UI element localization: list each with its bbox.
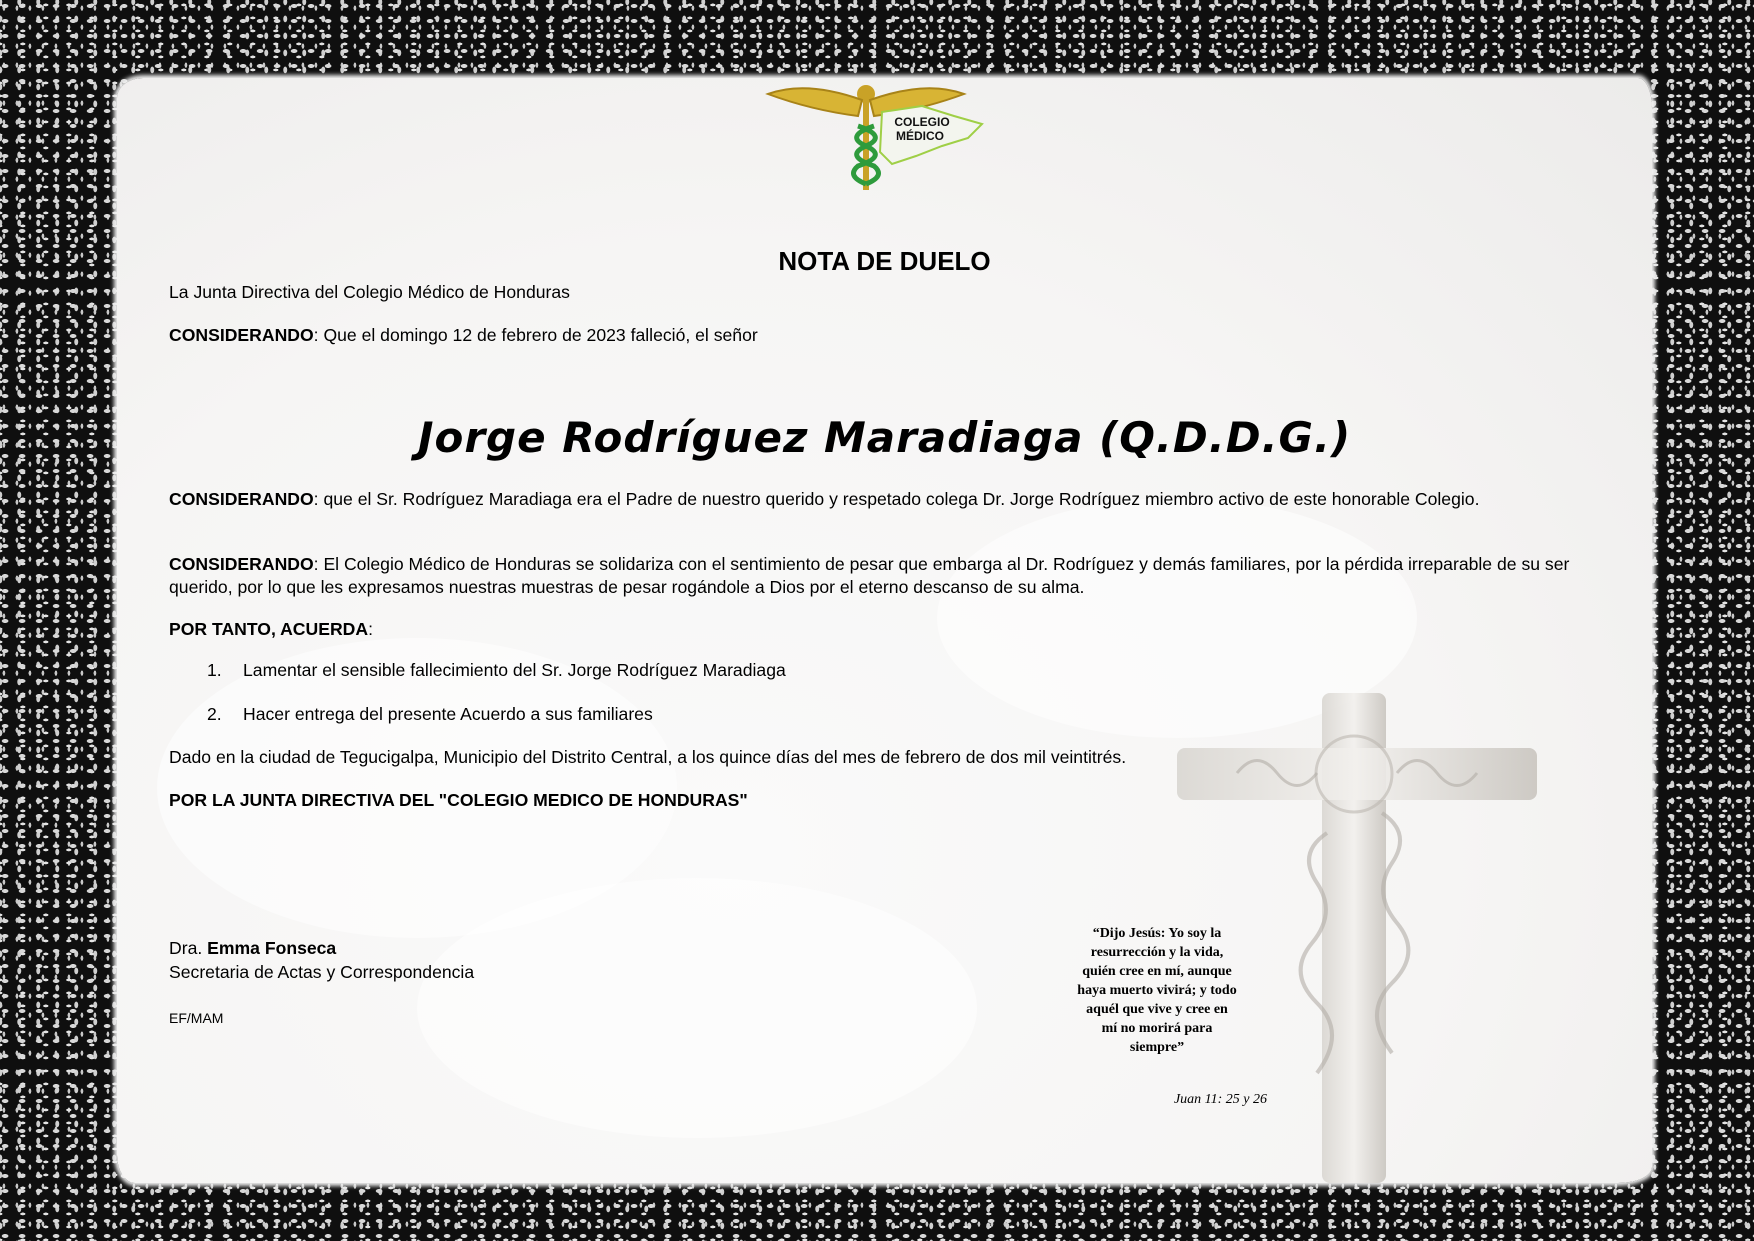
quote-line: “Dijo Jesús: Yo soy la bbox=[1092, 926, 1222, 941]
deceased-name: Jorge Rodríguez Maradiaga (Q.D.D.G.) bbox=[417, 413, 1352, 462]
considerando-label: CONSIDERANDO bbox=[169, 325, 314, 345]
quote-line: mí no morirá para bbox=[1101, 1021, 1213, 1036]
colegio-medico-logo bbox=[746, 78, 986, 207]
signer-role: Secretaria de Actas y Correspondencia bbox=[169, 962, 475, 982]
bible-citation: Juan 11: 25 y 26 bbox=[1173, 1092, 1267, 1107]
dado-en-paragraph: Dado en la ciudad de Tegucigalpa, Municipio del Distrito Central, a los quince días del mes de febrero de dos mil veintitrés. bbox=[169, 747, 1127, 767]
quote-line: quién cree en mí, aunque bbox=[1082, 964, 1232, 979]
agreement-item-2 bbox=[207, 704, 653, 725]
agreement-text: Hacer entrega del presente Acuerdo a sus familiares bbox=[243, 704, 653, 724]
por-tanto-heading bbox=[169, 618, 1594, 641]
agreement-number: 2. bbox=[207, 704, 222, 724]
considerando-label: CONSIDERANDO bbox=[169, 554, 314, 574]
quote-line: resurrección y la vida, bbox=[1090, 945, 1224, 960]
agreement-text: Lamentar el sensible fallecimiento del Sr. Jorge Rodríguez Maradiaga bbox=[243, 660, 786, 680]
considerando-text-2: : que el Sr. Rodríguez Maradiaga era el Padre de nuestro querido y respetado colega Dr. Jorge Rodríguez miembro activo de este honorable Colegio. bbox=[313, 489, 1480, 509]
agreement-item-1 bbox=[207, 660, 786, 681]
quote-line: aquél que vive y cree en bbox=[1086, 1002, 1228, 1017]
page-title: NOTA DE DUELO bbox=[778, 246, 991, 276]
document-paper bbox=[117, 78, 1652, 1183]
reference-code: EF/MAM bbox=[169, 1010, 224, 1026]
quote-line: haya muerto vivirá; y todo bbox=[1077, 983, 1237, 998]
considerando-paragraph-3 bbox=[169, 553, 1594, 599]
quote-line: siempre” bbox=[1129, 1040, 1185, 1055]
signer-name-line bbox=[169, 937, 1594, 960]
por-tanto-label: POR TANTO, ACUERDA bbox=[169, 619, 369, 639]
intro-paragraph: La Junta Directiva del Colegio Médico de Honduras bbox=[169, 282, 570, 302]
signer-name: Emma Fonseca bbox=[207, 938, 337, 958]
considerando-paragraph-2 bbox=[169, 488, 1594, 511]
closing-statement: POR LA JUNTA DIRECTIVA DEL "COLEGIO MEDICO DE HONDURAS" bbox=[169, 790, 748, 810]
considerando-text-3: : El Colegio Médico de Honduras se solidariza con el sentimiento de pesar que embarga al Dr. Rodríguez y demás familiares, por la pérdida irreparable de su ser querido, por lo que les expresamos nuestras muestras de pesar rogándole a Dios por el eterno descanso de su alma. bbox=[169, 554, 1570, 597]
considerando-text-1: : Que el domingo 12 de febrero de 2023 falleció, el señor bbox=[313, 325, 758, 345]
signer-title: Dra. bbox=[169, 938, 203, 958]
por-tanto-suffix: : bbox=[368, 619, 373, 639]
agreement-number: 1. bbox=[207, 660, 222, 680]
considerando-paragraph-1 bbox=[169, 324, 1594, 347]
considerando-label: CONSIDERANDO bbox=[169, 489, 314, 509]
logo-line1: COLEGIO bbox=[894, 115, 950, 129]
logo-line2: MÉDICO bbox=[896, 129, 944, 143]
